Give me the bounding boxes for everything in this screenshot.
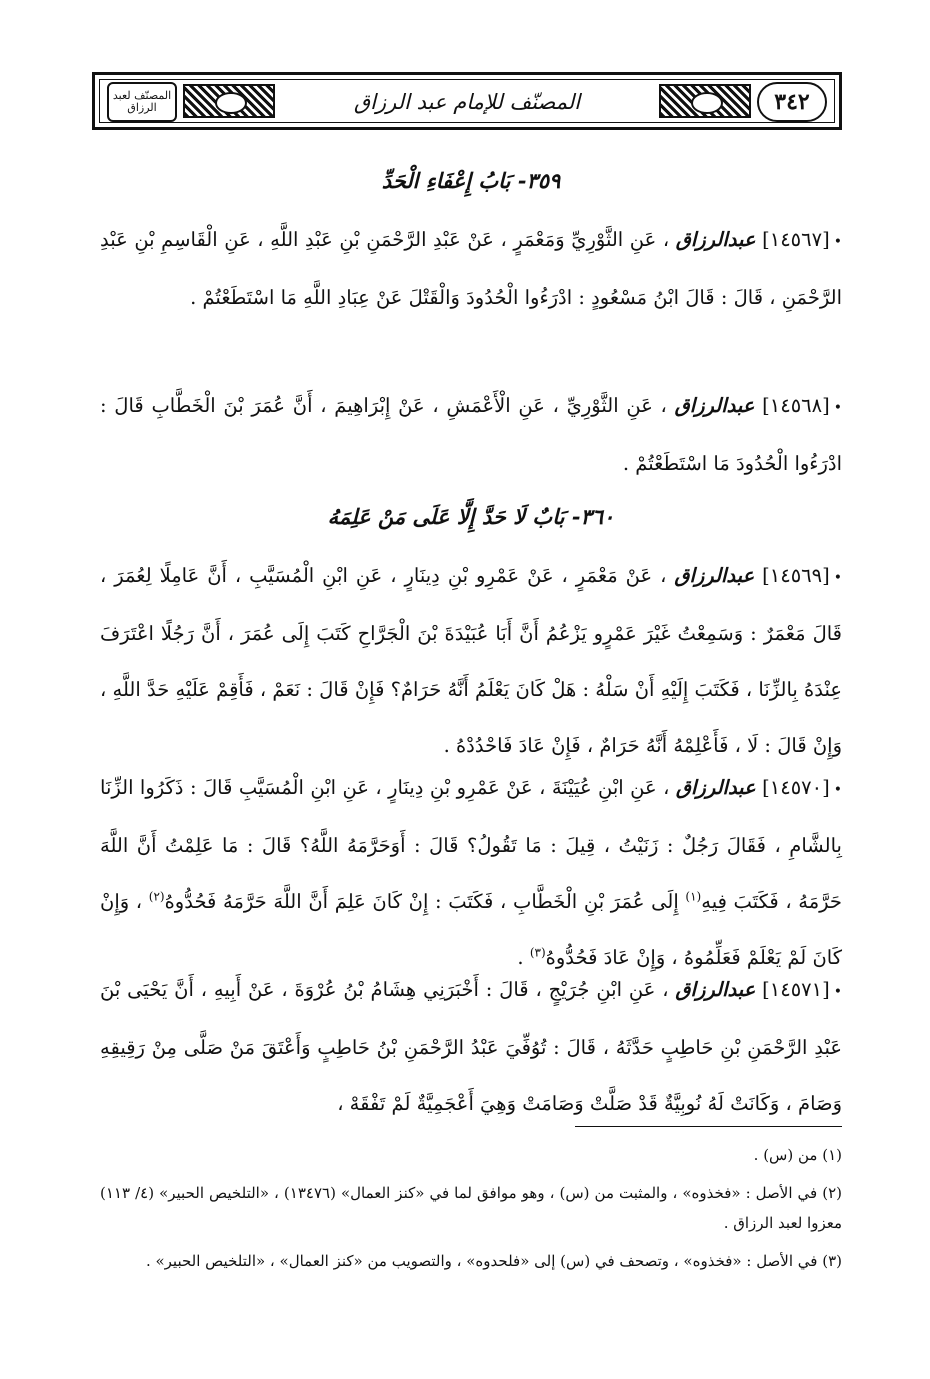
hadith-text-end: . <box>517 946 524 969</box>
hadith-number: [١٤٥٧١] <box>762 978 830 1001</box>
narrator-name: عبدالرزاق <box>675 776 756 799</box>
footnote-ref-2[interactable]: (٢) <box>148 889 165 904</box>
footnote-3: (٣) في الأصل : «فخذوه» ، وتصحف في (س) إلى «فلحدوه» ، والتصويب من «كنز العمال» ، «التلخيص الحبير» . <box>145 1252 842 1270</box>
narrator-name: عبدالرزاق <box>675 978 756 1001</box>
narrator-name: عبدالرزاق <box>675 228 756 251</box>
hadith-text: ، عَنِ الثَّوْرِيِّ وَمَعْمَرٍ ، عَنْ عَبْدِ الرَّحْمَنِ بْنِ عَبْدِ اللَّهِ ، عَنِ الْقَاسِمِ بْنِ عَبْدِ الرَّحْمَنِ ، قَالَ : قَالَ ابْنُ مَسْعُودٍ : ادْرَءُوا الْحُدُودَ وَالْقَتْلَ عَنْ عِبَادِ اللَّهِ مَا اسْتَطَعْتُمْ . <box>100 228 842 309</box>
footnote-1: (١) من (س) . <box>753 1146 842 1164</box>
footnote-ref-1[interactable]: (١) <box>685 889 702 904</box>
header-ornament-right <box>659 84 751 118</box>
hadith-14569 <box>100 548 842 774</box>
page-number: ٣٤٢ <box>757 82 827 122</box>
footnote-divider <box>575 1126 842 1127</box>
chapter-heading-359: ٣٥٩- بَابُ إِعْفَاءِ الْحَدِّ <box>381 168 561 193</box>
bullet: • <box>833 570 843 586</box>
page-header <box>92 72 842 130</box>
chapter-heading-360: ٣٦٠- بَابٌ لَا حَدَّ إِلَّا عَلَى مَنْ عَلِمَهُ <box>327 504 615 529</box>
hadith-number: [١٤٥٦٧] <box>762 228 830 251</box>
header-ornament-left <box>183 84 275 118</box>
hadith-number: [١٤٥٧٠] <box>762 776 830 799</box>
running-title: المصنّف للإمام عبد الرزاق <box>285 85 649 119</box>
hadith-number: [١٤٥٦٨] <box>762 394 830 417</box>
narrator-name: عبدالرزاق <box>674 394 755 417</box>
hadith-14568 <box>100 378 842 492</box>
narrator-name: عبدالرزاق <box>674 564 755 587</box>
hadith-text: ، وَإِنْ كَانَ لَمْ يَعْلَمْ فَعَلِّمُوهُ ، وَإِنْ عَادَ فَحُدُّوهُ <box>100 890 842 969</box>
hadith-14567 <box>100 212 842 326</box>
bullet: • <box>833 234 842 250</box>
hadith-text: ، عَنِ الثَّوْرِيِّ ، عَنِ الْأَعْمَشِ ، عَنْ إِبْرَاهِيمَ ، أَنَّ عُمَرَ بْنَ الْخَطَّابِ قَالَ : ادْرَءُوا الْحُدُودَ مَا اسْتَطَعْتُمْ . <box>100 394 842 475</box>
hadith-text: ، عَنِ ابْنِ عُيَيْنَةَ ، عَنْ عَمْرِو بْنِ دِينَارٍ ، عَنِ ابْنِ الْمُسَيَّبِ قَالَ : ذَكَرُوا الزِّنَا بِالشَّامِ ، فَقَالَ رَجُلٌ : زَنَيْتُ ، قِيلَ : مَا تَقُولُ؟ قَالَ : أَوَحَرَّمَهُ اللَّهُ؟ قَالَ : مَا عَلِمْتُ أَنَّ اللَّهَ حَرَّمَهُ ، فَكَتَبَ فِيهِ <box>100 776 842 913</box>
footnote-2: (٢) في الأصل : «فخذوه» ، والمثبت من (س) ، وهو موافق لما في «كنز العمال» (١٣٤٧٦) ، «التلخيص الحبير» (٤/ ١١٣) معزوا لعبد الرزاق . <box>100 1184 842 1232</box>
bullet: • <box>833 782 843 798</box>
book-seal-logo: المصنّف لعبد الرزاق <box>107 82 177 122</box>
hadith-text: إِلَى عُمَرَ بْنِ الْخَطَّابِ ، فَكَتَبَ : إِنْ كَانَ عَلِمَ أَنَّ اللَّهَ حَرَّمَهُ فَحُدُّوهُ <box>164 890 679 913</box>
hadith-text: ، عَنْ مَعْمَرٍ ، عَنْ عَمْرِو بْنِ دِينَارٍ ، عَنِ ابْنِ الْمُسَيَّبِ ، أَنَّ عَامِلًا لِعُمَرَ ، قَالَ مَعْمَرٌ : وَسَمِعْتُ غَيْرَ عَمْرٍو يَزْعُمُ أَنَّ أَبَا عُبَيْدَةَ بْنَ الْجَرَّاحِ كَتَبَ إِلَى عُمَرَ ، أَنَّ رَجُلًا اعْتَرَفَ عِنْدَهُ بِالزِّنَا ، فَكَتَبَ إِلَيْهِ أَنْ سَلْهُ : هَلْ كَانَ يَعْلَمُ أَنَّهُ حَرَامٌ؟ فَإِنْ قَالَ : نَعَمْ ، فَأَقِمْ عَلَيْهِ حَدَّ اللَّهِ ، وَإِنْ قَالَ : لَا ، فَأَعْلِمْهُ أَنَّهُ حَرَامٌ ، فَإِنْ عَادَ فَاحْدُدْهُ . <box>100 564 842 757</box>
hadith-text: ، عَنِ ابْنِ جُرَيْجٍ ، قَالَ : أَخْبَرَنِي هِشَامُ بْنُ عُرْوَةَ ، عَنْ أَبِيهِ ، أَنَّ يَحْيَى بْنَ عَبْدِ الرَّحْمَنِ بْنِ حَاطِبٍ حَدَّثَهُ ، قَالَ : تُوُفِّيَ عَبْدُ الرَّحْمَنِ بْنُ حَاطِبٍ وَأَعْتَقَ مَنْ صَلَّى مِنْ رَقِيقِهِ وَصَامَ ، وَكَانَتْ لَهُ نُوبِيَّةٌ قَدْ صَلَّتْ وَصَامَتْ وَهِيَ أَعْجَمِيَّةٌ لَمْ تَفْقَهْ ، <box>100 978 842 1115</box>
bullet: • <box>833 984 842 1000</box>
hadith-number: [١٤٥٦٩] <box>762 564 830 587</box>
footnote-ref-3[interactable]: (٣) <box>529 945 546 960</box>
hadith-14571 <box>100 962 842 1132</box>
hadith-14570 <box>100 760 842 986</box>
bullet: • <box>833 400 843 416</box>
